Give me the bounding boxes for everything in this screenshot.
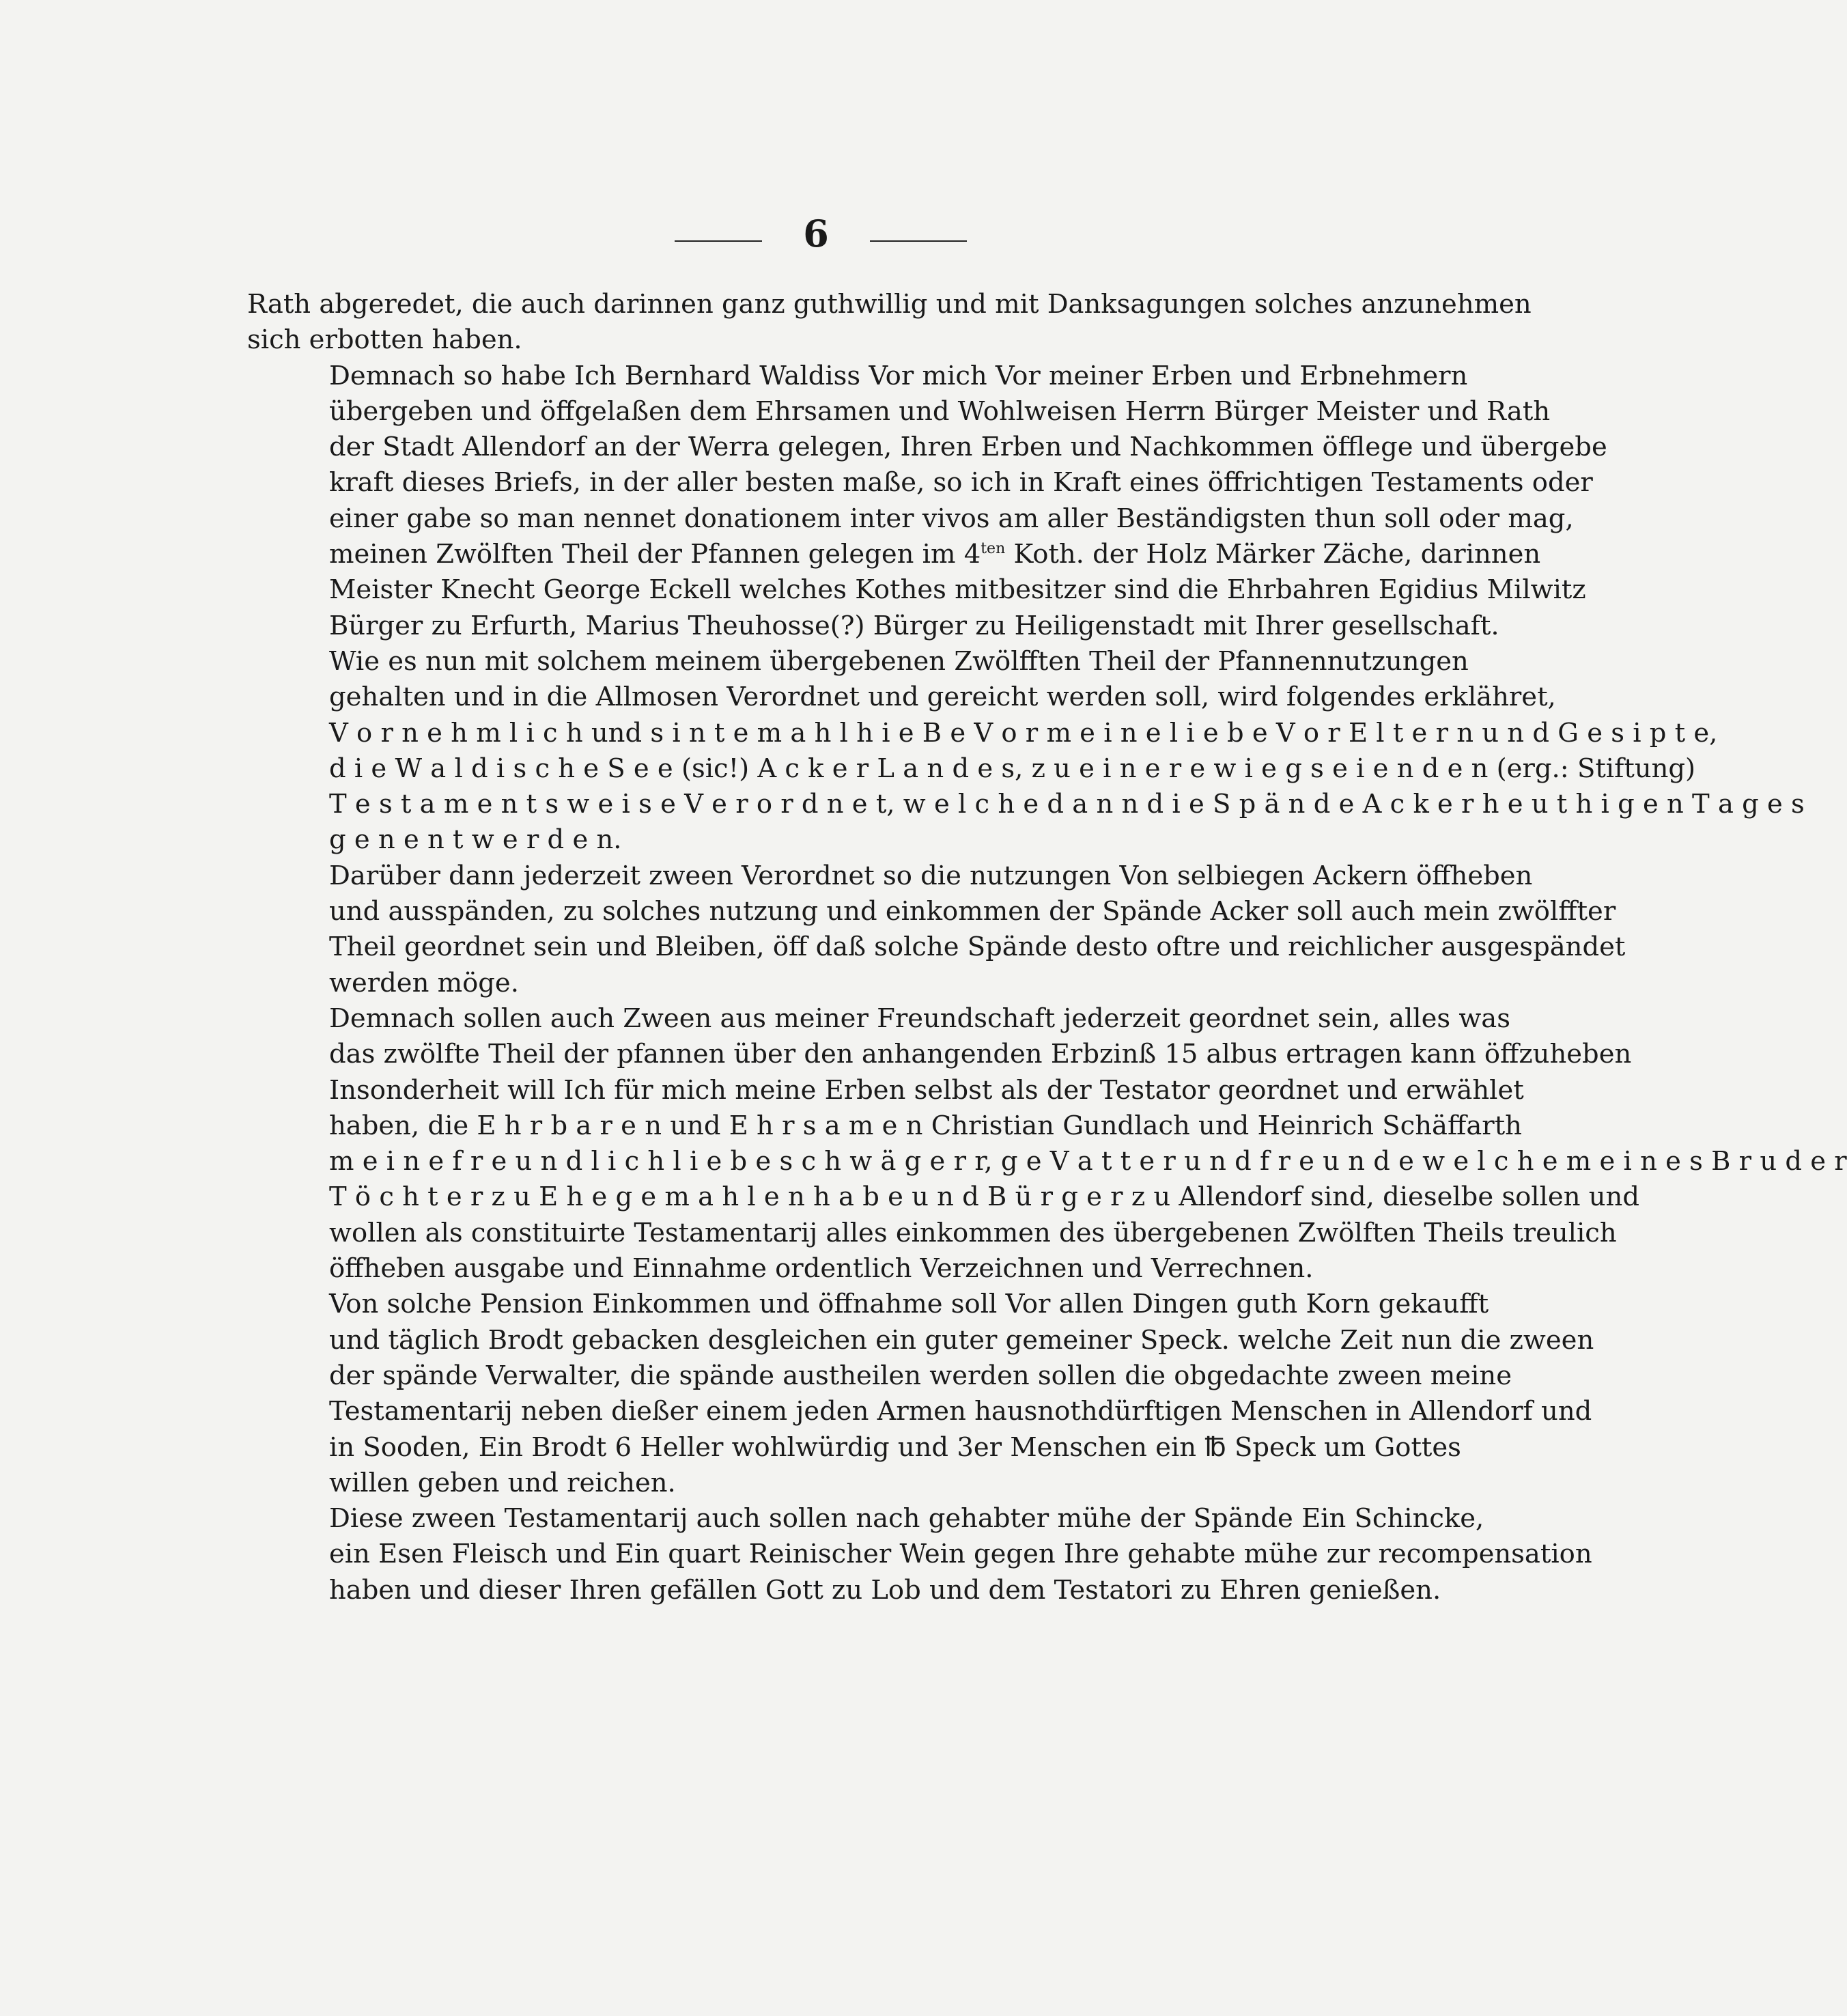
text-line: wollen als constituirte Testamentarij alles einkommen des übergebenen Zwölften Theils treulich — [329, 1217, 1617, 1248]
text-line: Demnach sollen auch Zween aus meiner Freundschaft jederzeit geordnet sein, alles was — [329, 1003, 1511, 1034]
text-segment: Koth. der Holz Märker Zäche, darinnen — [1005, 539, 1541, 570]
paragraph-7 — [247, 1501, 1592, 1608]
text-line: haben und dieser Ihren gefällen Gott zu Lob und dem Testatori zu Ehren genießen. — [329, 1574, 1441, 1606]
paragraph-2 — [247, 359, 1607, 644]
paragraph-3 — [247, 644, 1805, 858]
body-text — [247, 287, 1847, 1608]
text-line: Von solche Pension Einkommen und öffnahme soll Vor allen Dingen guth Korn gekaufft — [329, 1289, 1489, 1320]
page-header — [0, 212, 1522, 255]
text-line: V o r n e h m l i c h und s i n t e m a h l h i e B e V o r m e i n e l i e b e V o r E l t e r n u n d G e s i p t e, — [329, 717, 1718, 748]
text-line: m e i n e f r e u n d l i c h l i e b e s c h w ä g e r r, g e V a t t e r u n d f r e u n d e w e l c h e m e i n e s B r u d e r — [329, 1146, 1847, 1177]
text-line: Bürger zu Erfurth, Marius Theuhosse(?) Bürger zu Heiligenstadt mit Ihrer gesellschaft. — [329, 610, 1499, 641]
text-line: haben, die E h r b a r e n und E h r s a m e n Christian Gundlach und Heinrich Schäffarth — [329, 1110, 1522, 1141]
header-rule-right — [870, 240, 967, 242]
text-line: Meister Knecht George Eckell welches Kothes mitbesitzer sind die Ehrbahren Egidius Milwitz — [329, 574, 1586, 606]
text-line: werden möge. — [329, 967, 519, 998]
text-segment: meinen Zwölften Theil der Pfannen gelegen im 4 — [329, 539, 981, 570]
text-line: Theil geordnet sein und Bleiben, öff daß solche Spände desto oftre und reichlicher ausgespändet — [329, 932, 1626, 963]
text-line: gehalten und in die Allmosen Verordnet und gereicht werden soll, wird folgendes erklähret, — [329, 682, 1556, 713]
text-line: kraft dieses Briefs, in der aller besten maße, so ich in Kraft eines öffrichtigen Testaments oder — [329, 467, 1593, 499]
text-line: ein Esen Fleisch und Ein quart Reinischer Wein gegen Ihre gehabte mühe zur recompensation — [329, 1539, 1592, 1570]
text-line: der Stadt Allendorf an der Werra gelegen, Ihren Erben und Nachkommen öfflege und übergebe — [329, 432, 1607, 463]
text-line: g e n e n t w e r d e n. — [329, 824, 622, 856]
text-line: öffheben ausgabe und Einnahme ordentlich Verzeichnen und Verrechnen. — [329, 1253, 1314, 1285]
text-line — [247, 537, 1541, 572]
header-rule-left — [675, 240, 762, 242]
text-line: das zwölfte Theil der pfannen über den anhangenden Erbzinß 15 albus ertragen kann öffzuheben — [329, 1039, 1632, 1070]
text-line: d i e W a l d i s c h e S e e (sic!) A c k e r L a n d e s, z u e i n e r e w i e g s e i e n d e n (erg.: Stiftung) — [329, 753, 1696, 784]
text-line: übergeben und öffgelaßen dem Ehrsamen und Wohlweisen Herrn Bürger Meister und Rath — [329, 395, 1551, 427]
text-line: Testamentarij neben dießer einem jeden Armen hausnothdürftigen Menschen in Allendorf und — [329, 1396, 1592, 1427]
text-line: Rath abgeredet, die auch darinnen ganz guthwillig und mit Danksagungen solches anzunehmen — [247, 289, 1532, 320]
text-line: T ö c h t e r z u E h e g e m a h l e n h a b e u n d B ü r g e r z u Allendorf sind, dieselbe sollen und — [329, 1181, 1639, 1213]
text-line: Darüber dann jederzeit zween Verordnet so die nutzungen Von selbiegen Ackern öffheben — [329, 860, 1533, 891]
text-line: willen geben und reichen. — [329, 1467, 676, 1498]
superscript: ten — [981, 540, 1006, 558]
text-line: Diese zween Testamentarij auch sollen nach gehabter mühe der Spände Ein Schincke, — [329, 1503, 1484, 1535]
text-line: und ausspänden, zu solches nutzung und einkommen der Spände Acker soll auch mein zwölffter — [329, 896, 1616, 927]
text-line: der spände Verwalter, die spände austheilen werden sollen die obgedachte zween meine — [329, 1360, 1512, 1391]
paragraph-5 — [247, 1001, 1847, 1287]
text-line: Wie es nun mit solchem meinem übergebenen Zwölfften Theil der Pfannennutzungen — [329, 645, 1469, 677]
paragraph-1 — [247, 287, 1532, 359]
text-line: in Sooden, Ein Brodt 6 Heller wohlwürdig und 3er Menschen ein ℔ Speck um Gottes — [329, 1431, 1461, 1463]
text-line: und täglich Brodt gebacken desgleichen ein guter gemeiner Speck. welche Zeit nun die zween — [329, 1324, 1594, 1356]
paragraph-6 — [247, 1287, 1594, 1501]
text-line: einer gabe so man nennet donationem inter vivos am aller Beständigsten thun soll oder mag, — [329, 503, 1574, 534]
page-number: 6 — [803, 212, 829, 255]
text-line: Demnach so habe Ich Bernhard Waldiss Vor mich Vor meiner Erben und Erbnehmern — [329, 360, 1468, 391]
text-line: Insonderheit will Ich für mich meine Erben selbst als der Testator geordnet und erwählet — [329, 1074, 1524, 1106]
text-line: sich erbotten haben. — [247, 324, 522, 356]
text-line: T e s t a m e n t s w e i s e V e r o r d n e t, w e l c h e d a n n d i e S p ä n d e A c k e r h e u t h i g e n T a g e s — [329, 789, 1805, 820]
paragraph-4 — [247, 858, 1626, 1001]
